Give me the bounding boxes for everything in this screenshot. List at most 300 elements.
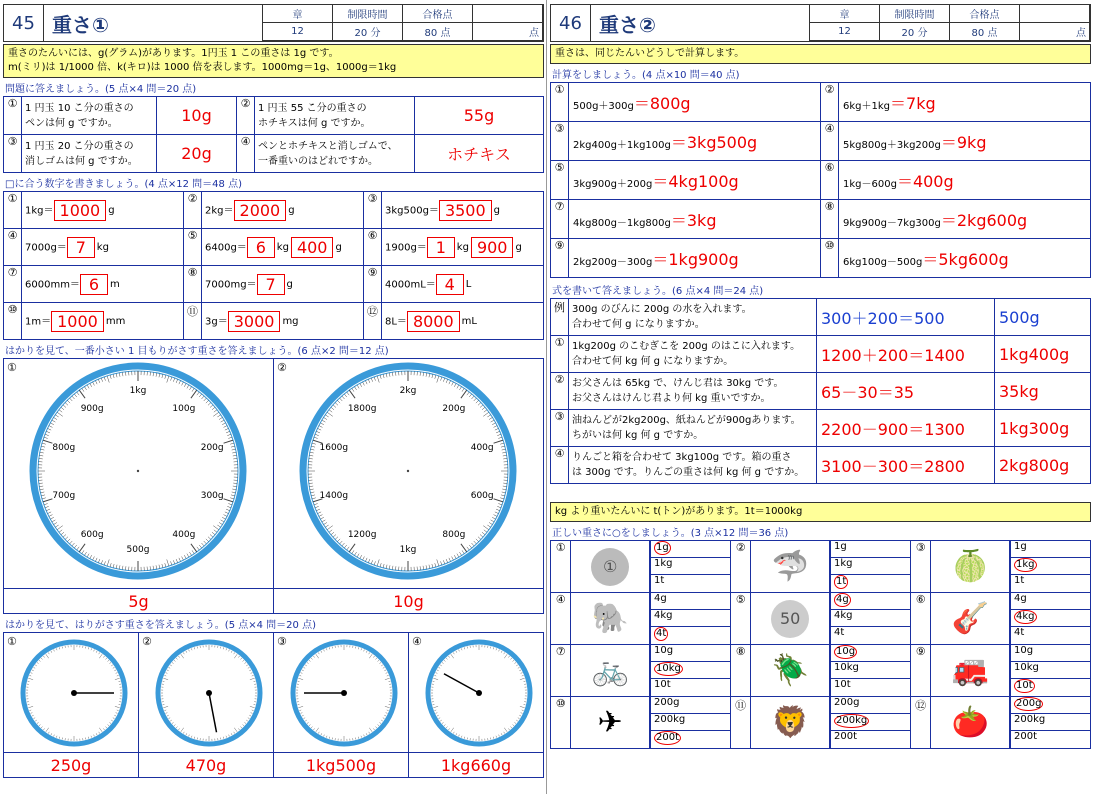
scale-tick (384, 670, 386, 671)
scale-tick (499, 650, 500, 652)
scale-tick (226, 736, 227, 738)
options-cell (830, 593, 911, 645)
scale-tick (387, 710, 389, 711)
scale-tick (189, 650, 190, 652)
option[interactable] (650, 541, 730, 558)
fill-question (202, 303, 364, 340)
scale-tick (451, 728, 454, 732)
scale-tick (522, 675, 524, 676)
scale-tick (510, 727, 511, 728)
option[interactable] (650, 627, 730, 644)
scale-tick (91, 648, 92, 650)
q-number: ② (731, 541, 751, 593)
picture-cell (751, 645, 830, 697)
q-number: ③ (911, 541, 931, 593)
q-number: ⑧ (731, 645, 751, 697)
scale-tick (369, 732, 370, 734)
scale-tick (35, 665, 37, 666)
fill-question (382, 266, 544, 303)
scale-tick (251, 673, 253, 674)
scale-tick (379, 662, 381, 663)
scale-center (137, 470, 139, 472)
prefix: 8L＝ (385, 316, 407, 327)
small-scale-cell (4, 633, 139, 753)
q-number: ⑨ (364, 266, 382, 303)
scale-tick (167, 715, 169, 716)
scale-tick (46, 654, 49, 658)
scale-tick (246, 665, 248, 666)
unit: g (288, 205, 295, 216)
scale-tick (250, 678, 255, 680)
scale-tick (324, 735, 325, 737)
scale-tick (28, 678, 33, 680)
options-cell (650, 541, 731, 593)
scale-label: 600g (80, 530, 104, 541)
options-cell (830, 541, 911, 593)
picture-cell (751, 541, 830, 593)
scale-tick (504, 654, 507, 658)
small-scale (274, 633, 406, 749)
scale-label: 800g (52, 442, 76, 453)
scale-tick (438, 667, 440, 668)
answer: ＝4kg100g (652, 171, 739, 191)
scale-tick (321, 733, 322, 735)
options-cell (1010, 593, 1091, 645)
scale-tick (176, 727, 177, 728)
q-number: ② (821, 83, 839, 122)
scale-tick (111, 665, 113, 666)
scale-tick (329, 737, 330, 739)
scale-tick (234, 732, 235, 734)
scale-tick (183, 652, 184, 654)
option-label: 4kg (654, 610, 673, 621)
scale-tick (167, 670, 169, 671)
scale-tick (302, 670, 304, 671)
needle-hub (206, 690, 212, 696)
option[interactable] (650, 714, 730, 731)
answer-box: 7 (67, 237, 95, 258)
scale-tick (105, 727, 106, 728)
unit: g (108, 205, 115, 216)
scale-tick (48, 732, 49, 734)
option[interactable] (830, 662, 910, 679)
answer: 500g (995, 299, 1091, 336)
scale-tick (116, 713, 118, 714)
option[interactable] (830, 697, 910, 714)
option[interactable] (1010, 593, 1090, 610)
answer-box: 3500 (439, 200, 492, 221)
prefix: 7000mg＝ (205, 279, 257, 290)
expression: 500g＋300g (573, 100, 634, 112)
scale-tick (168, 718, 170, 719)
airplane-icon: ✈ (597, 705, 623, 740)
option-label: 1g (1014, 541, 1027, 552)
scale-tick (433, 706, 438, 708)
option[interactable] (650, 558, 730, 575)
scale-tick (191, 648, 192, 650)
expression: 2kg200g－300g (573, 256, 653, 268)
scale-tick (496, 648, 497, 650)
scale-tick (37, 722, 39, 723)
option-label: 1kg (654, 558, 673, 569)
question-text: 1kg200g のこむぎこを 200g のはこに入れます。 合わせて何 kg 何 g になりますか。 (569, 336, 817, 373)
scale-tick (453, 732, 454, 734)
prefix: 1m＝ (25, 316, 52, 327)
scale-tick (504, 652, 505, 654)
scale-tick (453, 652, 454, 654)
scale-label: 1200g (347, 530, 377, 541)
scale-tick (381, 720, 383, 721)
meta-label-pass: 合格点 (403, 5, 473, 23)
scale-tick (243, 660, 244, 661)
scale-tick (521, 713, 523, 714)
option[interactable] (650, 575, 730, 592)
option[interactable] (830, 541, 910, 558)
option[interactable] (1010, 731, 1090, 748)
option-label: 4g (836, 594, 849, 605)
option-label: 200t (1014, 731, 1038, 742)
meta-chapter: 12 (263, 23, 333, 41)
option[interactable] (650, 679, 730, 696)
scale-label: 1kg (399, 545, 417, 555)
answer-box: 1000 (51, 311, 104, 332)
scale-tick (298, 678, 303, 680)
scale-tick (518, 718, 520, 719)
scale-tick (117, 675, 119, 676)
option[interactable] (650, 593, 730, 610)
scale-tick (103, 728, 104, 730)
q-number: ⑥ (911, 593, 931, 645)
scale-tick (514, 722, 516, 723)
scale-tick (223, 737, 224, 739)
scale-tick (246, 720, 248, 721)
scale-tick (301, 713, 303, 714)
option[interactable] (1010, 645, 1090, 662)
scale-tick (99, 732, 100, 734)
scale-tick (183, 732, 184, 734)
scale-tick (321, 651, 322, 653)
q-number: ⑪ (184, 303, 202, 340)
scale-tick (170, 665, 172, 666)
worksheet-number: 45 (4, 5, 44, 41)
scale-tick (303, 718, 305, 719)
answer: ＝3kg (670, 210, 717, 230)
scale-tick (516, 720, 518, 721)
scale-tick (311, 658, 312, 659)
scale-tick (39, 724, 40, 725)
option[interactable] (830, 558, 910, 575)
scale-tick (234, 728, 237, 732)
scale-tick (39, 660, 40, 661)
expression: 3kg900g＋200g (573, 178, 653, 190)
option[interactable] (650, 697, 730, 714)
scale-tick (316, 654, 319, 658)
option[interactable] (830, 593, 910, 610)
scale-tick (438, 718, 440, 719)
fill-question (382, 192, 544, 229)
scale-tick (318, 652, 319, 654)
scale-tick (446, 727, 447, 728)
scale-tick (32, 670, 34, 671)
word-problem-table (550, 298, 1091, 484)
scale-tick (442, 722, 444, 723)
scale-tick (446, 658, 447, 659)
option-label: 200kg (836, 715, 868, 726)
q-number: ④ (821, 122, 839, 161)
scale-tick (54, 735, 55, 737)
option[interactable] (830, 731, 910, 748)
scale-tick (243, 724, 244, 725)
scale-tick (178, 728, 179, 730)
fire-truck-icon: 🚒 (951, 653, 989, 688)
answer-box: 6 (80, 274, 108, 295)
scale-tick (326, 736, 327, 738)
answer: 2kg800g (995, 447, 1091, 484)
expression: 1kg－600g (843, 178, 897, 190)
scale-tick (373, 656, 374, 658)
option[interactable] (830, 714, 910, 731)
equation: 300＋200＝500 (817, 299, 995, 336)
option-label: 1t (654, 575, 665, 586)
options-cell (830, 645, 911, 697)
answer: 1kg660g (409, 753, 544, 778)
options-cell (650, 593, 731, 645)
scale-tick (99, 654, 102, 658)
scale-tick (386, 713, 388, 714)
scale-tick (108, 724, 109, 725)
scale-tick (166, 713, 168, 714)
scale-tick (448, 728, 449, 730)
scale-tick (437, 670, 439, 671)
option-label: 10g (654, 645, 674, 656)
scale-tick (521, 673, 523, 674)
scale-tick (361, 648, 362, 650)
scale-tick (43, 728, 44, 730)
q-number: ⑥ (821, 161, 839, 200)
option[interactable] (830, 610, 910, 627)
scale-tick (464, 737, 465, 739)
question-text: 300g のびんに 200g の水を入れます。 合わせて何 g になりますか。 (569, 299, 817, 336)
option[interactable] (1010, 575, 1090, 592)
option[interactable] (830, 679, 910, 696)
scale-tick (105, 658, 106, 659)
q-number: ⑤ (551, 161, 569, 200)
ton-note: kg より重いたんいに t(トン)があります。1t＝1000kg (550, 502, 1091, 522)
beetle-icon: 🪲 (771, 653, 809, 688)
needle-hub (341, 690, 347, 696)
scale-tick (313, 656, 314, 658)
calc-question (569, 200, 821, 239)
option-label: 10kg (834, 662, 859, 673)
option[interactable] (830, 645, 910, 662)
answer-box: 400 (291, 237, 334, 258)
scale-tick (115, 678, 120, 680)
scale-tick (361, 736, 362, 738)
q-number: ④ (4, 229, 22, 266)
scale-tick (493, 737, 494, 739)
options-cell (650, 697, 731, 749)
scale-tick (234, 652, 235, 654)
scale-tick (387, 675, 389, 676)
option-label: 10kg (656, 663, 681, 674)
options-cell (1010, 645, 1091, 697)
scale-tick (250, 706, 255, 708)
answer: 1kg400g (995, 336, 1091, 373)
scale-tick (307, 722, 309, 723)
scale-tick (461, 648, 462, 650)
q-number: ① (551, 83, 569, 122)
scale-tick (451, 654, 454, 658)
scale-tick (434, 710, 436, 711)
scale-tick (88, 737, 89, 739)
q-number: ⑫ (911, 697, 931, 749)
scale-label: 200g (200, 442, 224, 453)
scale-tick (364, 735, 365, 737)
scale-tick (33, 667, 35, 668)
question-text: お父さんは 65kg で、けんじ君は 30kg です。 お父さんはけんじ君より何 kg 重いですか。 (569, 373, 817, 410)
scale-label: 600g (470, 491, 494, 502)
scale-tick (181, 728, 184, 732)
needle-hub (476, 690, 482, 696)
fill-question (22, 266, 184, 303)
scale-top-label: 1kg (129, 386, 147, 396)
scale-tick (378, 660, 379, 661)
meta-time: 20 分 (880, 23, 950, 41)
fill-question (22, 303, 184, 340)
option[interactable] (1010, 662, 1090, 679)
q-number: ⑩ (821, 239, 839, 278)
expression: 2kg400g＋1kg100g (573, 139, 671, 151)
option[interactable] (1010, 541, 1090, 558)
q-number: ④ (551, 593, 571, 645)
scale-tick (249, 670, 251, 671)
option-label: 1t (1014, 575, 1025, 586)
option[interactable] (1010, 697, 1090, 714)
option[interactable] (650, 662, 730, 679)
q-number: ① (551, 541, 571, 593)
answer: 470g (139, 753, 274, 778)
option[interactable] (1010, 714, 1090, 731)
scale-tick (168, 667, 170, 668)
picture-cell (751, 697, 830, 749)
answer: 55g (415, 97, 544, 135)
q-number: ⑧ (821, 200, 839, 239)
scale-tick (434, 675, 436, 676)
intro-note: 重さは、同じたんいどうしで計算します。 (550, 44, 1091, 64)
scale-tick (301, 673, 303, 674)
elephant-icon: 🐘 (591, 601, 629, 636)
scale-tick (99, 728, 102, 732)
q-number: ⑨ (911, 645, 931, 697)
unit: mg (282, 316, 299, 327)
option-label: 10g (836, 646, 856, 657)
scale-tick (194, 647, 195, 649)
picture-cell (931, 697, 1010, 749)
meta-pass: 80 点 (950, 23, 1020, 41)
worksheet-header (3, 4, 544, 42)
option-label: 10t (834, 679, 851, 690)
scale-tick (172, 662, 174, 663)
option[interactable] (1010, 610, 1090, 627)
picture-cell (931, 593, 1010, 645)
scale-tick (170, 720, 172, 721)
meta-score: 点 (1020, 23, 1090, 41)
answer: ＝1kg900g (652, 249, 739, 269)
scale-tick (166, 673, 168, 674)
option-label: 200kg (654, 714, 686, 725)
scale-tick (366, 651, 367, 653)
q-number: ⑨ (551, 239, 569, 278)
worksheet-number: 46 (551, 5, 591, 41)
expression: 4kg800g－1kg800g (573, 217, 671, 229)
option[interactable] (650, 731, 730, 748)
scale-tick (186, 733, 187, 735)
section-heading: 式を書いて答えましょう。(6 点×4 問＝24 点) (552, 286, 764, 297)
q-number: ④ (412, 635, 422, 648)
answer: ホチキス (415, 135, 544, 173)
scale-tick (231, 733, 232, 735)
scale-tick (520, 706, 525, 708)
scale-tick (499, 735, 500, 737)
scale-tick (117, 710, 119, 711)
scale-tick (251, 713, 253, 714)
option[interactable] (650, 610, 730, 627)
scale-label: 1600g (319, 442, 349, 453)
scale-tick (91, 736, 92, 738)
scale-tick (369, 654, 372, 658)
scale-tick (114, 670, 116, 671)
option-label: 4g (654, 593, 667, 604)
scale-tick (381, 665, 383, 666)
option[interactable] (1010, 679, 1090, 696)
question-table-1 (3, 96, 544, 173)
scale-tick (164, 675, 166, 676)
option[interactable] (1010, 558, 1090, 575)
q-number: 例 (551, 299, 569, 336)
scale-tick (194, 737, 195, 739)
q-number: ② (142, 635, 152, 648)
worksheet-header (550, 4, 1091, 42)
prefix: 3kg500g＝ (385, 205, 439, 216)
scale-label: 1800g (347, 403, 377, 414)
small-scale-table (3, 632, 544, 778)
option[interactable] (830, 627, 910, 644)
scale-tick (508, 656, 509, 658)
option-label: 10g (1014, 645, 1034, 656)
scale-tick (444, 724, 445, 725)
scale-tick (181, 654, 184, 658)
picture-cell (571, 645, 650, 697)
scale-tick (111, 720, 113, 721)
scale-tick (59, 737, 60, 739)
calc-question (569, 239, 821, 278)
scale-tick (496, 736, 497, 738)
option[interactable] (830, 575, 910, 592)
small-scale-cell (409, 633, 544, 753)
worksheet-title: 重さ① (44, 5, 263, 41)
option[interactable] (650, 645, 730, 662)
unit: kg (456, 242, 469, 253)
scale-tick (48, 652, 49, 654)
lion-icon: 🦁 (771, 705, 809, 740)
kitchen-scale-1kg (4, 359, 272, 585)
section-heading: はかりを見て、はりがさす重さを答えましょう。(5 点×4 問＝20 点) (5, 620, 316, 631)
scale-label: 800g (442, 530, 466, 541)
scale-tick (176, 658, 177, 659)
option[interactable] (1010, 627, 1090, 644)
expression: 6kg＋1kg (843, 100, 891, 112)
scale-tick (252, 675, 254, 676)
